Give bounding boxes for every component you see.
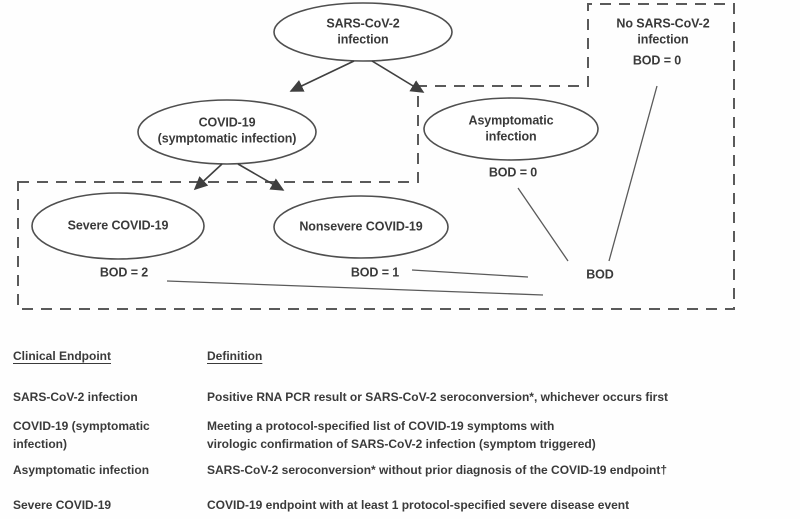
no-sars-label-line1: No SARS-CoV-2	[616, 16, 710, 31]
no-sars-label-line2: infection	[637, 32, 689, 46]
covid19-label-line1: COVID-19	[198, 115, 256, 130]
definition-text: Positive RNA PCR result or SARS-CoV-2 seroconversion*, whichever occurs first	[207, 390, 669, 404]
endpoint-text-line1: COVID-19 (symptomatic	[13, 419, 150, 433]
definition-text: SARS-CoV-2 seroconversion* without prior diagnosis of the COVID-19 endpoint†	[207, 463, 668, 477]
sars-infection-label-line1: SARS-CoV-2	[326, 16, 400, 31]
covid19-label-line2: (symptomatic infection)	[157, 131, 297, 145]
endpoint-text-line2: infection)	[13, 437, 67, 451]
column-header-definition: Definition	[207, 349, 263, 363]
bod-value-no-sars: BOD = 0	[632, 53, 682, 68]
bod-total-label: BOD	[586, 267, 614, 282]
sars-infection-label	[326, 17, 399, 48]
arrow-sars-to-asymptomatic	[372, 61, 423, 92]
arrow-covid19-to-nonsevere	[238, 164, 283, 190]
definition-cell	[207, 417, 596, 453]
arrow-covid19-to-severe	[195, 164, 222, 189]
endpoint-cell	[13, 496, 111, 514]
severe-covid19-label	[68, 218, 169, 234]
bod-value-asymptomatic: BOD = 0	[488, 165, 538, 180]
asymptomatic-label-line2: infection	[485, 129, 537, 143]
definition-text: COVID-19 endpoint with at least 1 protocol-specified severe disease event	[207, 498, 630, 512]
bod-value-nonsevere: BOD = 1	[350, 265, 400, 280]
column-header-clinical-endpoint: Clinical Endpoint	[13, 349, 111, 363]
sars-infection-label-line2: infection	[337, 32, 389, 46]
severe-label-line1: Severe COVID-19	[67, 218, 169, 233]
nonsevere-label-line1: Nonsevere COVID-19	[299, 219, 423, 234]
definition-cell	[207, 461, 667, 479]
bod-value-severe: BOD = 2	[99, 265, 149, 280]
nonsevere-covid19-label	[299, 219, 422, 235]
leader-line-bod1-to-bod	[412, 270, 528, 277]
endpoint-cell	[13, 417, 150, 453]
no-sars-infection-label	[616, 17, 709, 48]
definitions-table	[13, 341, 783, 516]
leader-line-asymptomatic-bod0-to-bod	[518, 188, 568, 261]
leader-line-bod2-to-bod	[167, 281, 543, 295]
endpoint-text: SARS-CoV-2 infection	[13, 390, 138, 404]
endpoint-cell	[13, 461, 149, 479]
definition-text-line1: Meeting a protocol-specified list of COVID-19 symptoms with	[207, 419, 555, 433]
covid19-symptomatic-label	[158, 116, 297, 147]
definition-cell	[207, 388, 668, 406]
arrow-sars-to-covid19	[291, 61, 354, 91]
leader-line-nosars-bod0-to-bod	[609, 86, 657, 261]
definition-text-line2: virologic confirmation of SARS-CoV-2 infection (symptom triggered)	[207, 437, 596, 451]
endpoint-cell	[13, 388, 138, 406]
definition-cell	[207, 496, 629, 514]
asymptomatic-infection-label	[469, 114, 554, 145]
endpoint-text: Asymptomatic infection	[13, 463, 150, 477]
endpoint-text: Severe COVID-19	[13, 498, 112, 512]
asymptomatic-label-line1: Asymptomatic	[468, 113, 554, 128]
